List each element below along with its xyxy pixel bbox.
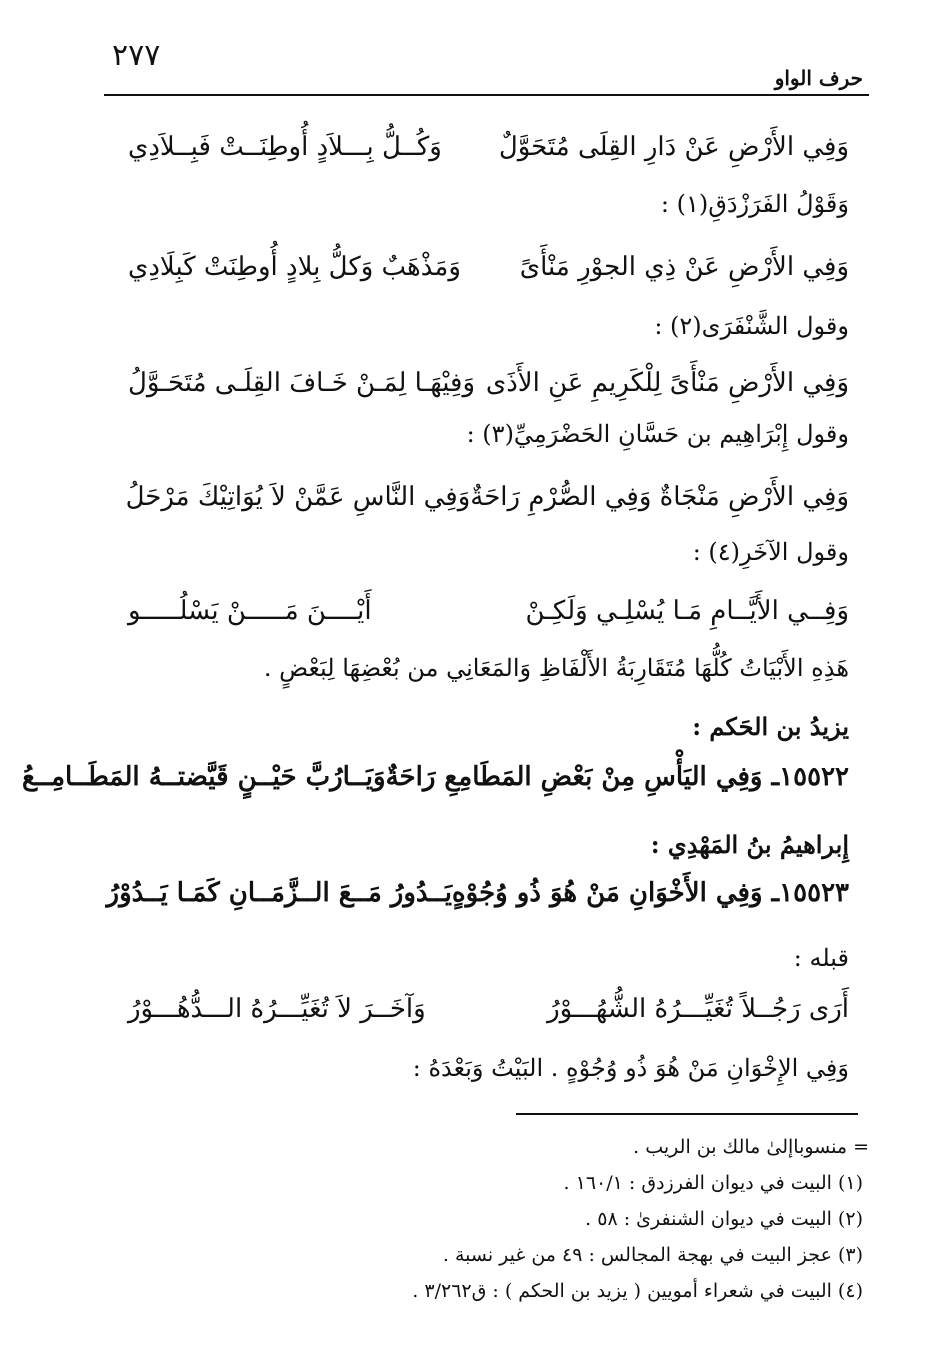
verse-second-hemistich: وَيَــارُبَّ حَيْــنٍ قَيَّضتــهُ المَطَــامِــعُ bbox=[22, 762, 386, 792]
verse-first-hemistich: وَفِي الأَرْضِ مَنْأَىً لِلْكَرِيمِ عَنِ الأَذَى bbox=[485, 368, 849, 398]
header-rule bbox=[104, 94, 869, 96]
poet-heading: يزيدُ بن الحَكم : bbox=[692, 712, 849, 741]
verse-first-hemistich: وَفِي الأَرْضِ عَنْ ذِي الجوْرِ مَنْأَىً bbox=[519, 252, 849, 282]
verse-line bbox=[106, 868, 849, 918]
verse-line bbox=[22, 752, 849, 802]
verse-line bbox=[128, 358, 849, 408]
verse-second-hemistich: يَــدُورُ مَــعَ الــزَّمَــانِ كَمَـا يَــدُوْرُ bbox=[106, 878, 453, 908]
verse-first-hemistich: ١٥٥٢٣ـ وَفِي الأَخْوَانِ مَنْ هُوَ ذُو وُجُوْهٍ bbox=[452, 878, 849, 908]
verse-second-hemistich: وَفِي النَّاسِ عَمَّنْ لاَ يُوَاتِيْكَ مَرْحَلُ bbox=[125, 482, 471, 512]
page-number: ٢٧٧ bbox=[112, 38, 161, 73]
verse-first-hemistich: ١٥٥٢٢ـ وَفِي اليَأْسِ مِنْ بَعْضِ المَطَامِعِ رَاحَةٌ bbox=[385, 762, 849, 792]
verse-line bbox=[125, 472, 849, 522]
verse-second-hemistich: وَكُــلُّ بِـــلاَدٍ أُوطِنَــتْ فَبِــلاَدِي bbox=[128, 132, 442, 162]
verse-line bbox=[128, 984, 849, 1034]
verse-second-hemistich: وَآخَــرَ لاَ تُغَيِّـــرُهُ الـــدُّهُـــوْرُ bbox=[128, 994, 426, 1024]
running-title: حرف الواو bbox=[774, 66, 863, 90]
verse-first-hemistich: وَفِــي الأَيَّــامِ مَـا يُسْلِـي وَلَكِـنْ bbox=[525, 596, 849, 626]
verse-second-hemistich: وَفِيْهَـا لِمَـنْ خَـافَ القِلَـى مُتَحَـوَّلُ bbox=[128, 368, 476, 398]
verse-second-hemistich: أَيْــــنَ مَـــــنْ يَسْلُـــــو bbox=[128, 596, 372, 626]
footnote: (٢) البيت في ديوان الشنفرىٰ : ٥٨ . bbox=[585, 1208, 863, 1230]
verse-line bbox=[128, 122, 849, 172]
prose-line: وَقَوْلُ الفَرَزْدَقِ(١) : bbox=[660, 190, 849, 218]
footnote: (٤) البيت في شعراء أمويين ( يزيد بن الحكم ) : ق٣/٢٦٢ . bbox=[412, 1280, 863, 1302]
verse-line bbox=[128, 586, 849, 636]
prose-line: هَذِهِ الأَبْيَاتُ كُلُّهَا مُتَقَارِبَةُ الأَلْفَاظِ وَالمَعَانِي من بُعْضِهَا لِبَعْضٍ . bbox=[263, 654, 849, 682]
prose-line: وقول إِبْرَاهِيم بن حَسَّانِ الحَضْرَمِيِّ(٣) : bbox=[466, 420, 849, 448]
prose-line: وقول الشَّنْفَرَى(٢) : bbox=[654, 312, 849, 340]
verse-second-hemistich: وَمَذْهَبٌ وَكلُّ بِلادٍ أُوطِنَتْ كَبِلَادِي bbox=[128, 252, 461, 282]
verse-first-hemistich: وَفِي الأَرْضِ عَنْ دَارِ القِلَى مُتَحَوَّلٌ bbox=[498, 132, 849, 162]
poet-heading: إِبراهيمُ بنُ المَهْدِي : bbox=[650, 830, 849, 859]
footnote-continuation: = منسوباإلىٰ مالك بن الريب . bbox=[633, 1136, 869, 1158]
verse-first-hemistich: أَرَى رَجُــلاً تُغَيِّـــرُهُ الشُّهُـــوْرُ bbox=[547, 994, 849, 1024]
verse-first-hemistich: وَفِي الأَرْضِ مَنْجَاةٌ وَفِي الصُّرْمِ رَاحَةٌ bbox=[470, 482, 849, 512]
prose-line: وَفِي الإِخْوَانِ مَنْ هُوَ ذُو وُجُوْهٍ . البَيْتُ وَبَعْدَهُ : bbox=[412, 1054, 849, 1082]
verse-line bbox=[128, 242, 849, 292]
footnote: (٣) عجز البيت في بهجة المجالس : ٤٩ من غير نسبة . bbox=[442, 1244, 863, 1266]
footnote: (١) البيت في ديوان الفرزدق : ١٦٠/١ . bbox=[563, 1172, 863, 1194]
footnote-rule bbox=[516, 1113, 858, 1115]
prose-line: وقول الآخَرِ(٤) : bbox=[692, 538, 849, 566]
prose-line: قبله : bbox=[793, 944, 849, 972]
